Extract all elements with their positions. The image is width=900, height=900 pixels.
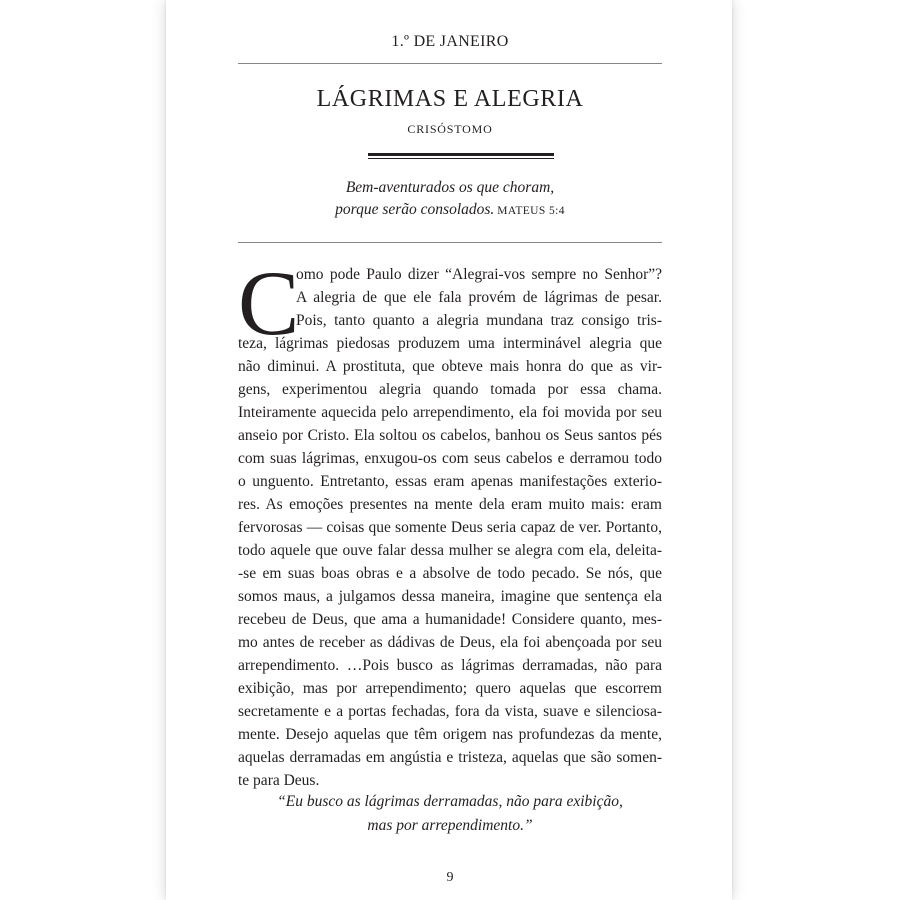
epigraph-rule xyxy=(238,242,662,243)
body-line: somos maus, a julgamos dessa maneira, imagine que sentença ela xyxy=(238,588,662,605)
body-line: não diminui. A prostituta, que obteve mais honra do que as vir- xyxy=(238,358,662,375)
epigraph-reference: MATEUS 5:4 xyxy=(497,205,565,217)
running-head: 1.º DE JANEIRO xyxy=(391,33,509,50)
body-line: o unguento. Entretanto, essas eram apenas manifestações exterio- xyxy=(238,473,662,490)
epigraph-line-1: Bem-aventurados os que choram, xyxy=(345,179,555,196)
epigraph-line-2 xyxy=(238,199,662,222)
body-line: aquelas derramadas em angústia e tristeza, aquelas que são somen- xyxy=(238,749,662,766)
body-line: -se em suas boas obras e a absolve de todo pecado. Se nós, que xyxy=(238,565,662,582)
body-line: anseio por Cristo. Ela soltou os cabelos, banhou os Seus santos pés xyxy=(238,427,662,444)
page-title: LÁGRIMAS E ALEGRIA xyxy=(316,86,584,112)
body-line: fervorosas — coisas que somente Deus seria capaz de ver. Portanto, xyxy=(238,519,662,536)
title-ornament-rule xyxy=(368,153,554,156)
body-line: todo aquele que ouve falar dessa mulher se alegra com ela, deleita- xyxy=(238,542,662,559)
body-line: te para Deus. xyxy=(238,772,320,789)
epigraph-line-2-text: porque serão consolados. xyxy=(335,201,495,218)
body-line: Pois, tanto quanto a alegria mundana traz consigo tris- xyxy=(296,312,662,329)
body-line: gens, experimentou alegria quando tomada por essa chama. xyxy=(238,381,662,398)
closing-quote-line-2: mas por arrependimento.” xyxy=(367,817,533,834)
body-line: mo antes de receber as dádivas de Deus, ela foi abençoada por seu xyxy=(238,634,662,651)
body-line: teza, lágrimas piedosas produzem uma interminável alegria que xyxy=(238,335,662,352)
body-line: A alegria de que ele fala provém de lágrimas de pesar. xyxy=(296,289,662,306)
body-line: recebeu de Deus, que ama a humanidade! Considere quanto, mes- xyxy=(238,611,662,628)
body-text xyxy=(238,252,668,792)
body-line: arrependimento. …Pois busco as lágrimas derramadas, não para xyxy=(238,657,662,674)
body-line: res. As emoções presentes na mente dela eram muito mais: eram xyxy=(238,496,662,513)
header-rule xyxy=(238,63,662,64)
author-name: CRISÓSTOMO xyxy=(407,122,493,136)
closing-quote xyxy=(238,790,662,838)
body-line: omo pode Paulo dizer “Alegrai-vos sempre no Senhor”? xyxy=(296,266,662,283)
body-line: mente. Desejo aquelas que têm origem nas profundezas da mente, xyxy=(238,726,662,743)
closing-quote-line-1: “Eu busco as lágrimas derramadas, não para exibição, xyxy=(277,793,623,810)
drop-cap: C xyxy=(238,252,300,354)
epigraph xyxy=(238,177,662,222)
body-line: com suas lágrimas, enxugou-os com seus cabelos e derramou todo xyxy=(238,450,662,467)
body-line: secretamente e a portas fechadas, fora da vista, suave e silenciosa- xyxy=(238,703,662,720)
body-line: Inteiramente aquecida pelo arrependimento, ela foi movida por seu xyxy=(238,404,662,421)
page-number: 9 xyxy=(446,870,454,885)
body-line: exibição, mas por arrependimento; quero aquelas que escorrem xyxy=(238,680,662,697)
book-page xyxy=(166,0,732,900)
